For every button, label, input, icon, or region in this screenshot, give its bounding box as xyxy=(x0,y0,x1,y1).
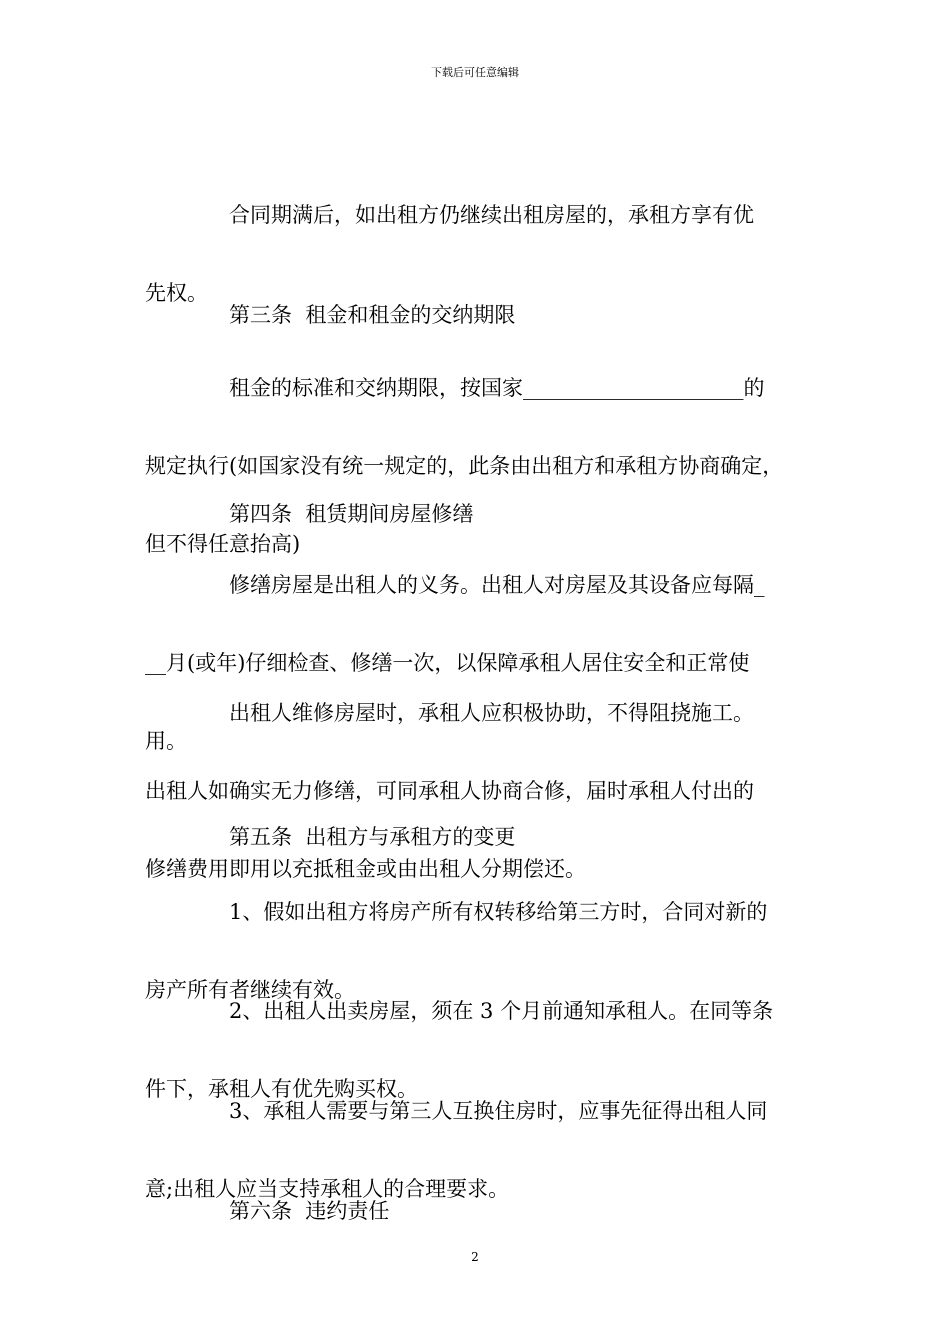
text-line: 1、假如出租方将房产所有权转移给第三方时，合同对新的 xyxy=(229,900,768,924)
text-line: __月(或年)仔细检查、修缮一次，以保障承租人居住安全和正常使 xyxy=(145,651,750,675)
text-line: 件下，承租人有优先购买权。 xyxy=(145,1077,418,1101)
text-line: 2、出租人出卖房屋，须在 3 个月前通知承租人。在同等条 xyxy=(229,999,774,1023)
text-line: 房产所有者继续有效。 xyxy=(145,978,355,1002)
text-line: 租金的标准和交纳期限，按国家_____________________的 xyxy=(229,376,765,400)
text-line: 意;出租人应当支持承租人的合理要求。 xyxy=(145,1177,510,1201)
text-line: 修缮房屋是出租人的义务。出租人对房屋及其设备应每隔_ xyxy=(229,573,765,597)
text-line: 规定执行(如国家没有统一规定的，此条由出租方和承租方协商确定， xyxy=(145,454,784,478)
page-number: 2 xyxy=(471,1250,479,1264)
text-line: 用。 xyxy=(145,729,187,753)
text-line: 但不得任意抬高) xyxy=(145,532,301,556)
heading-text: 第四条 租赁期间房屋修缮 xyxy=(229,502,474,526)
text-line: 3、承租人需要与第三人互换住房时，应事先征得出租人同 xyxy=(229,1099,768,1123)
text-line: 先权。 xyxy=(145,281,208,305)
text-line: 修缮费用即用以充抵租金或由出租人分期偿还。 xyxy=(145,857,586,881)
text-line: 合同期满后，如出租方仍继续出租房屋的，承租方享有优 xyxy=(229,203,754,227)
text-line: 出租人维修房屋时，承租人应积极协助，不得阻挠施工。 xyxy=(229,701,754,725)
text-line: 出租人如确实无力修缮，可同承租人协商合修，届时承租人付出的 xyxy=(145,779,754,803)
heading-text: 第五条 出租方与承租方的变更 xyxy=(229,825,516,849)
heading-text: 第三条 租金和租金的交纳期限 xyxy=(229,303,516,327)
section-heading-article-6 xyxy=(145,1146,805,1250)
heading-text: 第六条 违约责任 xyxy=(229,1199,390,1223)
page-header: 下载后可任意编辑 xyxy=(431,66,519,79)
